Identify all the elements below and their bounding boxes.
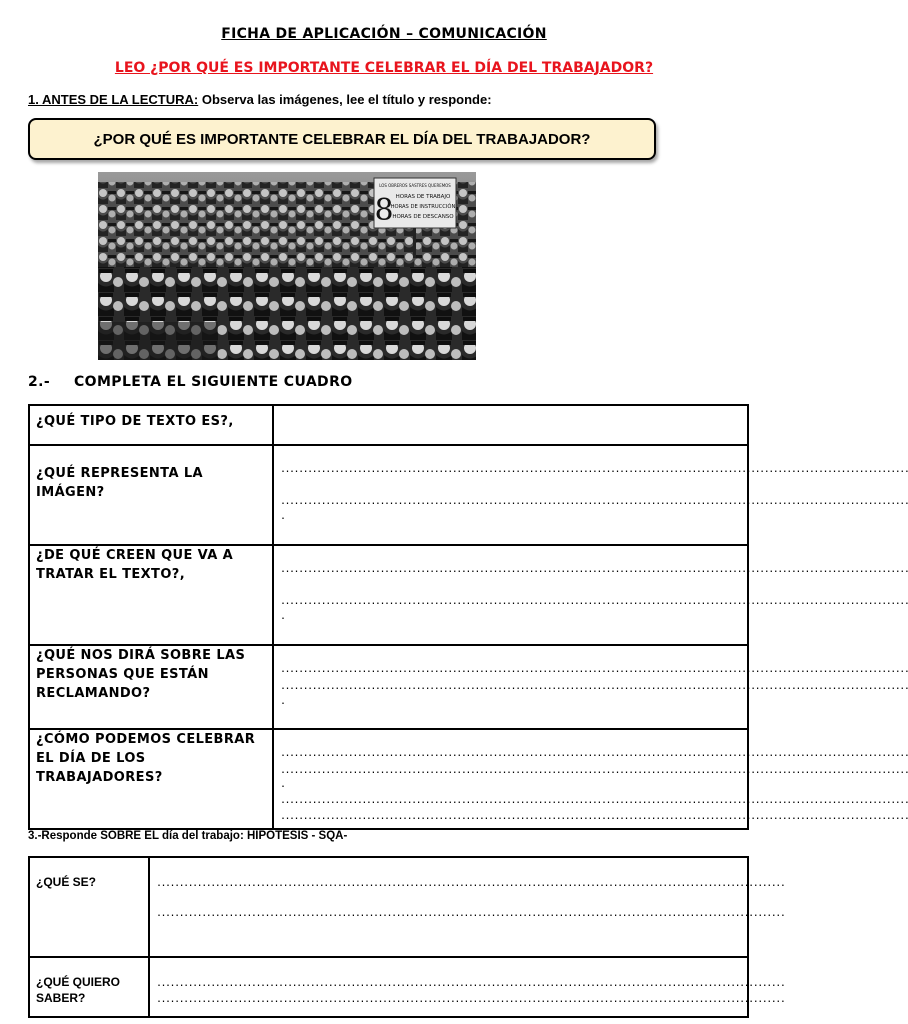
table-row xyxy=(29,729,748,829)
answer-line: ........................................................................................................................................... xyxy=(156,908,785,919)
answer-line: ........................................................................................................................................... xyxy=(280,496,908,507)
sign-line-4: HORAS DE DESCANSO xyxy=(392,214,454,220)
question-banner: ¿POR QUÉ ES IMPORTANTE CELEBRAR EL DÍA DEL TRABAJADOR? xyxy=(28,118,656,160)
question-cell: ¿QUÉ QUIERO SABER? xyxy=(29,957,149,1017)
question-cell: ¿CÓMO PODEMOS CELEBRAR EL DÍA DE LOS TRABAJADORES? xyxy=(29,729,273,829)
sqa-table xyxy=(28,856,785,1018)
table-row xyxy=(29,405,748,445)
table-row xyxy=(29,445,748,545)
table-row xyxy=(29,857,748,957)
section-1-heading xyxy=(28,92,492,107)
section-3-heading: 3.-Responde SOBRE EL día del trabajo: HIPÓTESIS - SQA- xyxy=(28,830,348,842)
answer-line: ........................................................................................................................................... xyxy=(156,878,785,889)
question-cell: ¿QUÉ NOS DIRÁ SOBRE LAS PERSONAS QUE ESTÁN RECLAMANDO? xyxy=(29,645,273,729)
answer-line-end: . xyxy=(280,696,285,707)
answer-line: ........................................................................................................................................... xyxy=(280,765,908,776)
answer-line: ........................................................................................................................................... xyxy=(280,664,908,675)
question-cell: ¿DE QUÉ CREEN QUE VA A TRATAR EL TEXTO?, xyxy=(29,545,273,645)
section-2-heading xyxy=(28,374,353,390)
table-row xyxy=(29,645,748,729)
table-row xyxy=(29,545,748,645)
crowd-photo xyxy=(98,172,476,360)
prediction-table xyxy=(28,404,908,830)
answer-line: ........................................................................................................................................... xyxy=(280,464,908,475)
table-row xyxy=(29,957,748,1017)
answer-cell[interactable] xyxy=(273,445,908,545)
answer-line-end: . xyxy=(280,611,285,622)
section-2-number: 2.- xyxy=(28,374,51,390)
answer-line: ........................................................................................................................................... xyxy=(280,811,908,822)
sign-number: 8 xyxy=(374,193,394,228)
answer-line: ........................................................................................................................................... xyxy=(280,748,908,759)
question-cell: ¿QUÉ SE? xyxy=(29,857,149,957)
answer-line: ........................................................................................................................................... xyxy=(156,978,785,989)
sign-line-1: LOS OBREROS SASTRES QUEREMOS xyxy=(379,184,451,189)
sign-line-2: HORAS DE TRABAJO xyxy=(395,194,451,200)
answer-line-end: . xyxy=(280,511,285,522)
question-cell: ¿QUÉ REPRESENTA LA IMÁGEN? xyxy=(29,445,273,545)
answer-line: ........................................................................................................................................... xyxy=(280,681,908,692)
answer-line: ........................................................................................................................................... xyxy=(280,795,908,806)
reading-title: LEO ¿POR QUÉ ES IMPORTANTE CELEBRAR EL DÍA DEL TRABAJADOR? xyxy=(114,60,654,76)
answer-cell[interactable] xyxy=(273,645,908,729)
answer-cell[interactable] xyxy=(149,957,785,1017)
answer-cell[interactable] xyxy=(273,545,908,645)
section-1-instruction: Observa las imágenes, lee el título y responde: xyxy=(198,92,492,107)
question-cell: ¿QUÉ TIPO DE TEXTO ES?, xyxy=(29,405,273,445)
page-title: FICHA DE APLICACIÓN – COMUNICACIÓN xyxy=(221,26,547,42)
answer-line-end: . xyxy=(280,779,285,790)
answer-line: ........................................................................................................................................... xyxy=(280,564,908,575)
answer-cell[interactable] xyxy=(273,405,748,445)
crowd-photo-graphic xyxy=(98,172,476,360)
section-1-label: 1. ANTES DE LA LECTURA: xyxy=(28,92,199,107)
answer-cell[interactable] xyxy=(149,857,785,957)
sign-line-3: HORAS DE INSTRUCCIÓN xyxy=(390,204,456,210)
section-2-title: COMPLETA EL SIGUIENTE CUADRO xyxy=(74,374,353,390)
answer-line: ........................................................................................................................................... xyxy=(156,994,785,1005)
answer-line: ........................................................................................................................................... xyxy=(280,596,908,607)
answer-cell[interactable] xyxy=(273,729,908,829)
